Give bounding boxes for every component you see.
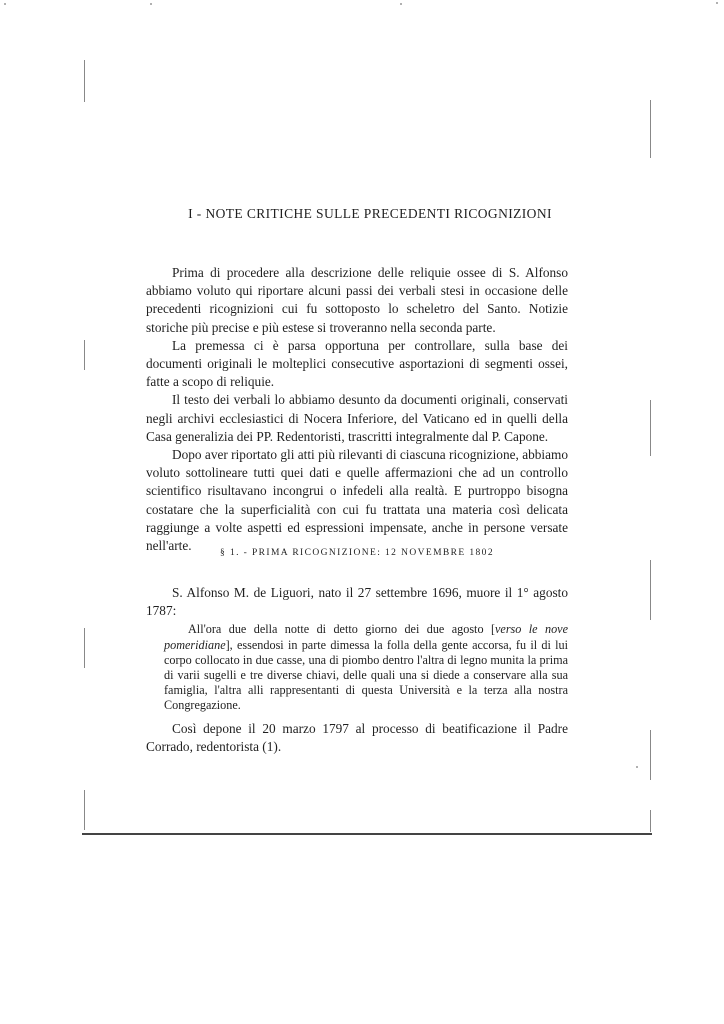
- quote-italic: verso le nove pomeridiane: [164, 622, 568, 652]
- bottom-rule: [82, 833, 652, 835]
- scan-mark: [650, 560, 651, 620]
- scan-mark: [650, 100, 651, 158]
- paragraph: Il testo dei verbali lo abbiamo desunto da documenti originali, conservati negli archivi ecclesiastici di Nocera Inferiore, del Vaticano ed in quelli della Casa generalizia dei PP. Redentoristi, trascritti integralmente dal P. Capone.: [146, 392, 568, 444]
- scan-mark: [84, 628, 85, 668]
- scan-mark: [150, 3, 152, 5]
- section-closing: Così depone il 20 marzo 1797 al processo di beatificazione il Padre Corrado, redentorista (1).: [146, 720, 568, 754]
- scan-mark: [716, 2, 718, 4]
- paragraph: La premessa ci è parsa opportuna per controllare, sulla base dei documenti originali le molteplici consecutive asportazioni di segmenti ossei, fatte a scopo di reliquie.: [146, 337, 568, 390]
- quote-text: All'ora due della notte di detto giorno dei due agosto [: [188, 622, 495, 637]
- scan-mark: [400, 3, 402, 5]
- section-text: [146, 584, 568, 756]
- quote-text: ], essendosi in parte dimessa la folla della gente accorsa, fu il di lui corpo collocato in due casse, una di piombo dentro l'altra di legno munita la prima di varii sugelli e tre diverse chiavi, delle quali una si diede a conservare alla sua famiglia, l'altra alli rappresentanti di questa Università e la terza alla nostra Congregazione.: [164, 637, 568, 713]
- scan-mark: [650, 730, 651, 780]
- scan-mark: [84, 340, 85, 370]
- paragraph: Prima di procedere alla descrizione delle reliquie ossee di S. Alfonso abbiamo voluto qui riportare alcuni passi dei verbali stesi in occasione delle precedenti ricognizioni cui fu sottoposto lo scheletro del Santo. Notizie storiche più precise e più estese si troveranno nella seconda parte.: [146, 265, 568, 335]
- paragraph: Dopo aver riportato gli atti più rilevanti di ciascuna ricognizione, abbiamo voluto sottolineare tutti quei dati e quelle affermazioni che ad un controllo scientifico risultavano incongrui o infedeli alla realtà. E purtroppo bisogna costatare che la superficialità con cui fu trattata una materia così delicata raggiunge a volte aspetti ed espressioni impensate, anche in persone versate nell'arte.: [146, 447, 568, 554]
- scan-mark: [4, 3, 6, 5]
- scan-mark: [84, 60, 85, 102]
- block-quote: [164, 622, 568, 713]
- section-heading: § 1. - PRIMA RICOGNIZIONE: 12 NOVEMBRE 1802: [220, 548, 494, 558]
- scan-mark: [650, 810, 651, 832]
- scan-mark: [84, 790, 85, 830]
- scan-mark: [636, 766, 638, 768]
- scan-mark: [650, 400, 651, 456]
- section-intro: S. Alfonso M. de Liguori, nato il 27 settembre 1696, muore il 1° agosto 1787:: [146, 585, 568, 619]
- chapter-title: I - NOTE CRITICHE SULLE PRECEDENTI RICOGNIZIONI: [188, 206, 552, 221]
- intro-text: [146, 264, 568, 555]
